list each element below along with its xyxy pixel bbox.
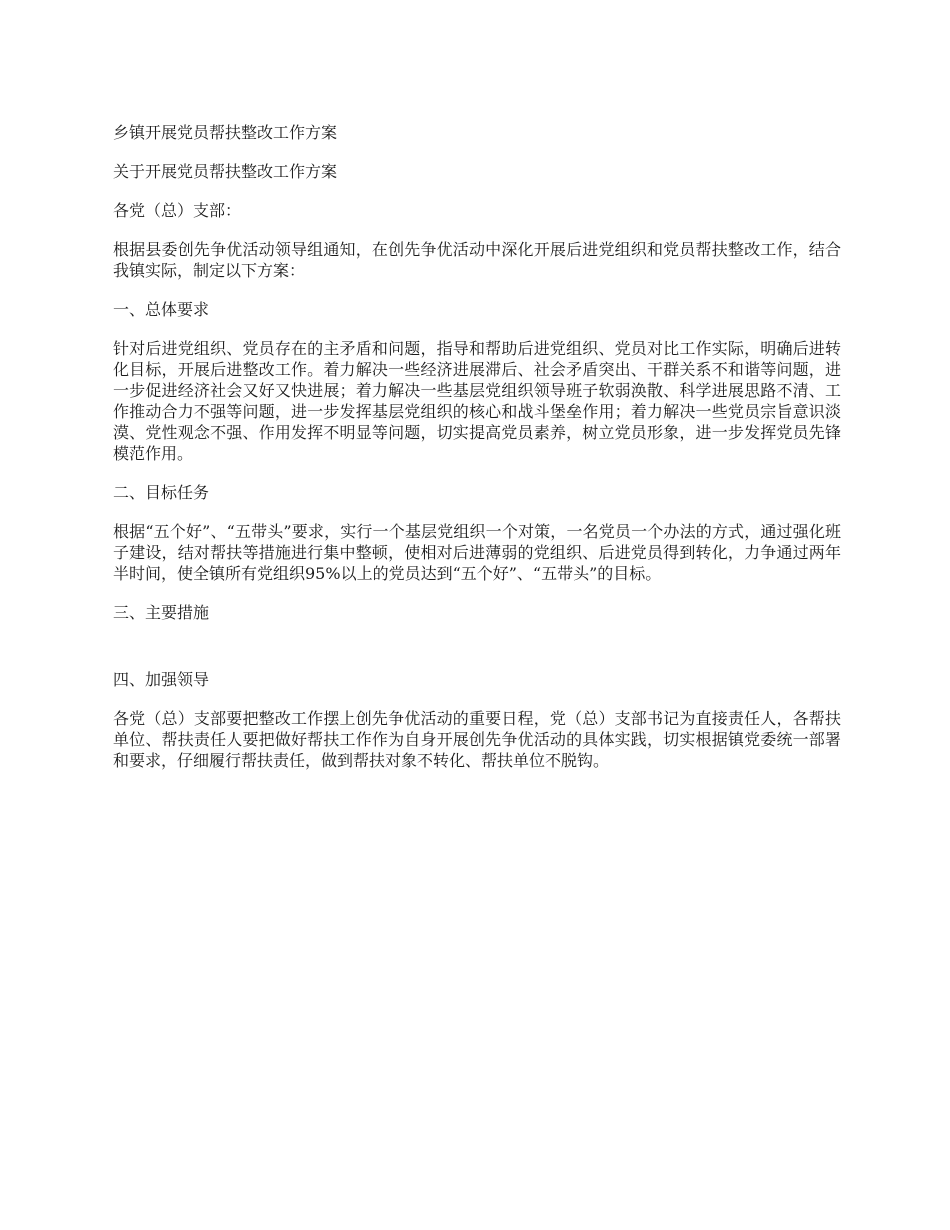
section-body-goals-tasks: 根据“五个好”、“五带头”要求，实行一个基层党组织一个对策，一名党员一个办法的方式，通过强化班子建设，结对帮扶等措施进行集中整顿，使相对后进薄弱的党组织、后进党员得到转化，力争通过两年半时间，使全镇所有党组织95%以上的党员达到“五个好”、“五带头”的目标。 (113, 522, 841, 583)
section-body-general-requirements: 针对后进党组织、党员存在的主矛盾和问题，指导和帮助后进党组织、党员对比工作实际，明确后进转化目标，开展后进整改工作。着力解决一些经济进展滞后、社会矛盾突出、干群关系不和谐等问题，进一步促进经济社会又好又快进展；着力解决一些基层党组织领导班子软弱涣散、科学进展思路不清、工作推动合力不强等问题，进一步发挥基层党组织的核心和战斗堡垒作用；着力解决一些党员宗旨意识淡漠、党性观念不强、作用发挥不明显等问题，切实提高党员素养，树立党员形象，进一步发挥党员先锋模范作用。 (113, 339, 841, 463)
salutation: 各党（总）支部： (113, 201, 242, 220)
section-heading-general-requirements: 一、总体要求 (113, 300, 210, 319)
section-body-strengthen-leadership: 各党（总）支部要把整改工作摆上创先争优活动的重要日程，党（总）支部书记为直接责任人，各帮扶单位、帮扶责任人要把做好帮扶工作作为自身开展创先争优活动的具体实践，切实根据镇党委统一部署和要求，仔细履行帮扶责任，做到帮扶对象不转化、帮扶单位不脱钩。 (113, 709, 841, 770)
document-title: 乡镇开展党员帮扶整改工作方案 (113, 123, 338, 142)
intro-paragraph: 根据县委创先争优活动领导组通知，在创先争优活动中深化开展后进党组织和党员帮扶整改工作，结合我镇实际，制定以下方案： (113, 240, 841, 280)
section-heading-main-measures: 三、主要措施 (113, 603, 210, 622)
document-subtitle: 关于开展党员帮扶整改工作方案 (113, 162, 338, 181)
document-page (113, 122, 841, 771)
section-heading-goals-tasks: 二、目标任务 (113, 483, 210, 502)
section-heading-strengthen-leadership: 四、加强领导 (113, 670, 210, 689)
